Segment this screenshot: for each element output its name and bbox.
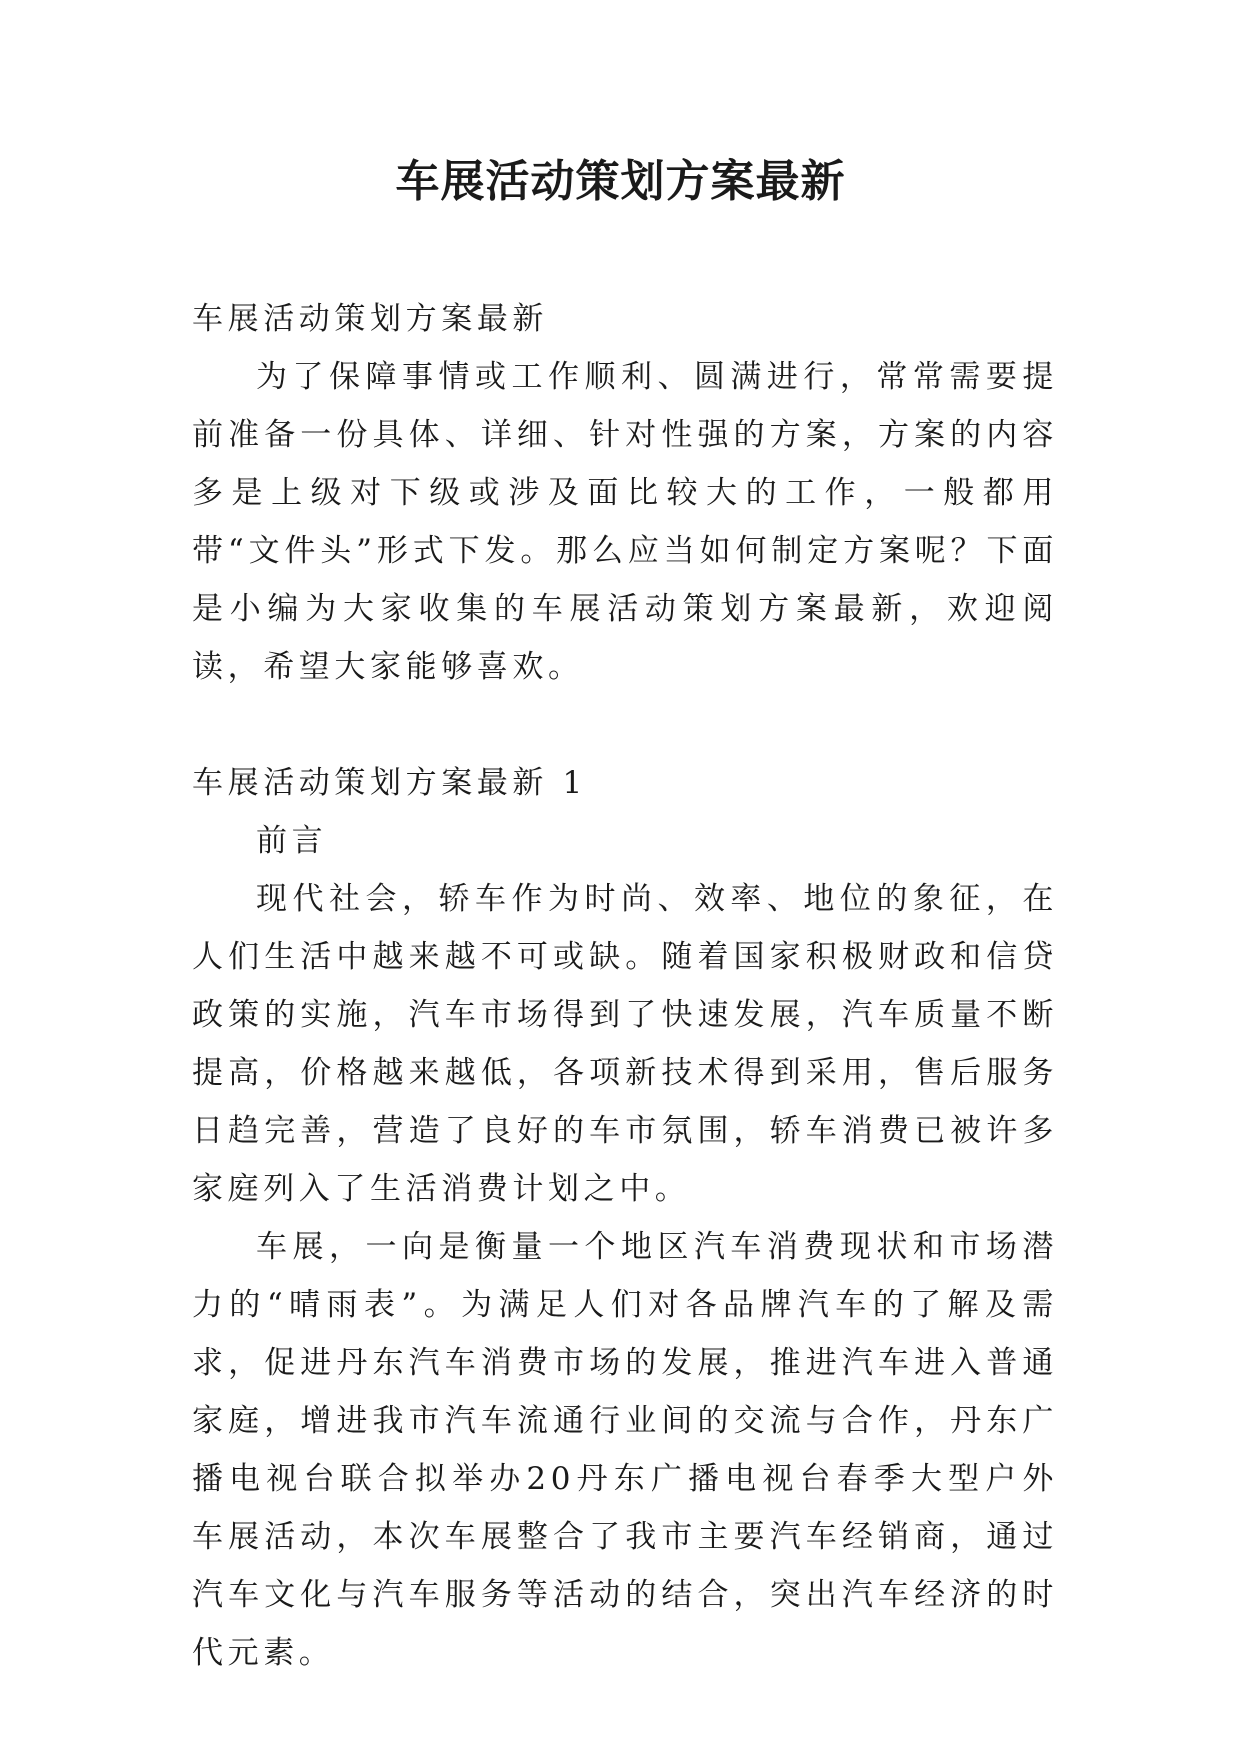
- preface-heading: 前言: [256, 823, 328, 859]
- document-body: [192, 290, 1058, 1682]
- intro-paragraph: 为了保障事情或工作顺利、圆满进行，常常需要提前准备一份具体、详细、针对性强的方案，方案的内容多是上级对下级或涉及面比较大的工作，一般都用带“文件头”形式下发。那么应当如何制定方案呢？下面是小编为大家收集的车展活动策划方案最新，欢迎阅读，希望大家能够喜欢。: [192, 359, 1058, 685]
- document-subtitle: 车展活动策划方案最新: [192, 301, 548, 337]
- section-heading: 车展活动策划方案最新 1: [192, 765, 587, 801]
- body-paragraph-2: 车展，一向是衡量一个地区汽车消费现状和市场潜力的“晴雨表”。为满足人们对各品牌汽车的了解及需求，促进丹东汽车消费市场的发展，推进汽车进入普通家庭，增进我市汽车流通行业间的交流与合作，丹东广播电视台联合拟举办20丹东广播电视台春季大型户外车展活动，本次车展整合了我市主要汽车经销商，通过汽车文化与汽车服务等活动的结合，突出汽车经济的时代元素。: [192, 1229, 1058, 1671]
- body-paragraph-1: 现代社会，轿车作为时尚、效率、地位的象征，在人们生活中越来越不可或缺。随着国家积极财政和信贷政策的实施，汽车市场得到了快速发展，汽车质量不断提高，价格越来越低，各项新技术得到采用，售后服务日趋完善，营造了良好的车市氛围，轿车消费已被许多家庭列入了生活消费计划之中。: [192, 881, 1058, 1207]
- document-title: 车展活动策划方案最新: [395, 156, 846, 207]
